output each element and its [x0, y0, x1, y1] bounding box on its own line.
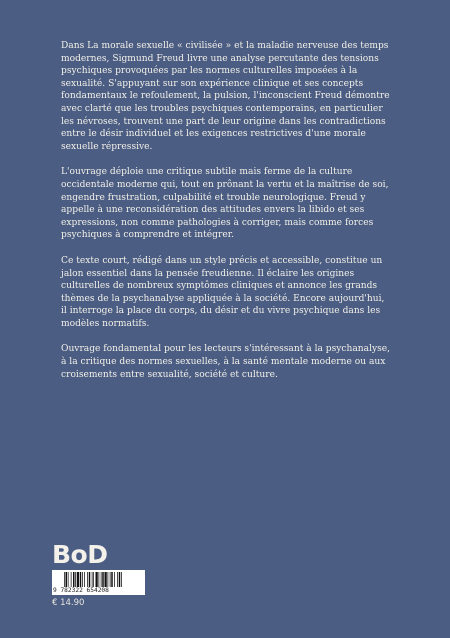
price-label: € 14.90 [52, 598, 85, 608]
barcode-digits: 9 782322 654208 [53, 587, 109, 594]
isbn-barcode [52, 570, 145, 595]
description-paragraph-3: Ce texte court, rédigé dans un style précis et accessible, constitue un jalon essentiel dans la pensée freudienne. Il éclaire les origines culturelles de nombreux symptômes cliniques et annonce les grands thèmes de la psychanalyse appliquée à la société. Encore aujourd'hui, il interroge la place du corps, du désir et du vivre psychique dans les modèles normatifs. [61, 255, 385, 329]
description-paragraph-2: L'ouvrage déploie une critique subtile mais ferme de la culture occidentale moderne qui, tout en prônant la vertu et la maîtrise de soi, engendre frustration, culpabilité et trouble neurologique. Freud y appelle à une reconsidération des attitudes envers la libido et ses expressions, non comme pathologies à corriger, mais comme forces psychiques à comprendre et intégrer. [61, 167, 389, 241]
publisher-logo: BoD [52, 540, 108, 569]
description-paragraph-4: Ouvrage fondamental pour les lecteurs s'intéressant à la psychanalyse, à la critique des normes sexuelles, à la santé mentale moderne ou aux croisements entre sexualité, société et culture. [61, 344, 391, 380]
back-cover-description [61, 40, 391, 394]
barcode-bars-graphic [64, 572, 143, 587]
description-paragraph-1: Dans La morale sexuelle « civilisée » et la maladie nerveuse des temps modernes, Sigmund Freud livre une analyse percutante des tensions psychiques provoquées par les normes culturelles imposées à la sexualité. S'appuyant sur son expérience clinique et ses concepts fondamentaux le refoulement, la pulsion, l'inconscient Freud démontre avec clarté que les troubles psychiques contemporains, en particulier les névroses, trouvent une part de leur origine dans les contradictions entre le désir individuel et les exigences restrictives d'une morale sexuelle répressive. [61, 41, 390, 152]
